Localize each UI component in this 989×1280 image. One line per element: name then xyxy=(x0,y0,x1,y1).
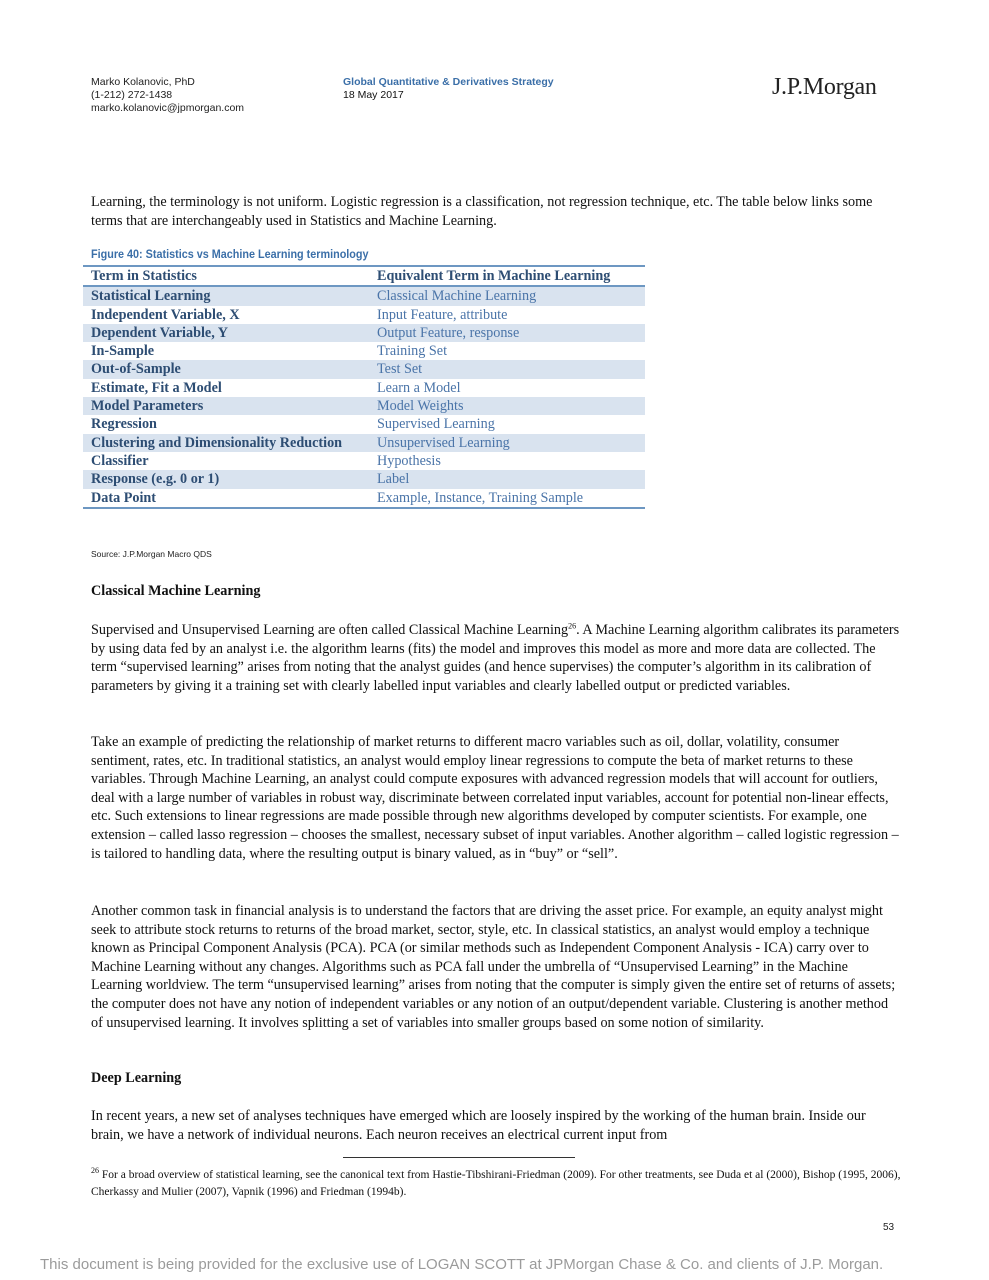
table-row xyxy=(83,342,645,360)
stat-term: Clustering and Dimensionality Reduction xyxy=(83,434,369,452)
footnote-reference[interactable]: 26 xyxy=(568,621,577,631)
report-date: 18 May 2017 xyxy=(343,89,404,101)
author-email[interactable]: marko.kolanovic@jpmorgan.com xyxy=(91,102,245,114)
paragraph-market-returns-example: Take an example of predicting the relationship of market returns to different macro variables such as oil, dollar, volatility, consumer sentiment, rates, etc. In traditional statistics, an analyst would employ linear regressions to compute the beta of market returns to these variables. Through Machine Learning, an analyst could compute exposures with advanced regression models that will account for outliers, deal with a large number of variables in robust way, discriminate between correlated input variables, account for potential non-linear effects, etc. Such extensions to linear regressions are made possible through new algorithms developed by computer scientists. For example, one extension – called lasso regression – chooses the smallest, necessary subset of input variables. Another algorithm – called logistic regression – is tailored to handling data, where the resulting output is binary valued, as in “buy” or “sell”. xyxy=(91,734,899,862)
usage-disclaimer: This document is being provided for the exclusive use of LOGAN SCOTT at JPMorgan Chase & Co. and clients of J.P. Morgan. xyxy=(40,1256,884,1273)
stat-term: Classifier xyxy=(91,452,149,469)
terminology-table xyxy=(83,265,645,509)
ml-term: Training Set xyxy=(377,343,448,360)
ml-term: Test Set xyxy=(369,360,645,378)
table-row xyxy=(83,452,645,470)
author-block xyxy=(91,76,244,115)
table-row xyxy=(83,306,645,324)
paragraph-factor-analysis: Another common task in financial analysis is to understand the factors that are driving the asset price. For example, an equity analyst might seek to attribute stock returns to returns of the broad market, sector, style, etc. In classical statistics, an analyst would employ a technique known as Principal Component Analysis (PCA). PCA (or similar methods such as Independent Component Analysis - ICA) carry over to Machine Learning without any changes. Algorithms such as PCA fall under the umbrella of “Unsupervised Learning” in the Machine Learning worldview. The term “unsupervised learning” arises from noting that the computer is simply given the entire set of returns of assets; the computer does not have any notion of independent variables or any notion of an output/dependent variable. Clustering is another method of unsupervised learning. It involves splitting a set of variables into smaller groups based on some notion of similarity. xyxy=(91,903,896,1031)
footnote-number: 26 xyxy=(91,1166,99,1176)
header-machine-learning: Equivalent Term in Machine Learning xyxy=(369,266,645,286)
table-row xyxy=(83,470,645,488)
jpmorgan-logo: J.P.Morgan xyxy=(772,74,877,100)
page-number: 53 xyxy=(883,1222,895,1233)
footnote-divider xyxy=(343,1157,575,1158)
ml-term: Input Feature, attribute xyxy=(377,306,508,323)
ml-term: Unsupervised Learning xyxy=(369,434,645,452)
ml-term: Classical Machine Learning xyxy=(369,286,645,305)
table-row xyxy=(83,360,645,378)
ml-term: Supervised Learning xyxy=(377,416,495,433)
author-name: Marko Kolanovic, PhD xyxy=(91,76,195,88)
paragraph-deep-learning: In recent years, a new set of analyses techniques have emerged which are loosely inspired by the working of the human brain. Inside our brain, we have a network of individual neurons. Each neuron receives an electrical current input from xyxy=(91,1108,866,1143)
table-row xyxy=(83,489,645,508)
header-statistics: Term in Statistics xyxy=(83,266,369,286)
stat-term: Model Parameters xyxy=(83,397,369,415)
author-phone: (1-212) 272-1438 xyxy=(91,89,173,101)
stat-term: In-Sample xyxy=(91,343,155,360)
intro-paragraph: Learning, the terminology is not uniform. Logistic regression is a classification, not regression technique, etc. The table below links some terms that are interchangeably used in Statistics and Machine Learning. xyxy=(91,194,873,229)
stat-term: Estimate, Fit a Model xyxy=(91,379,222,396)
ml-term: Output Feature, response xyxy=(369,324,645,342)
ml-term: Example, Instance, Training Sample xyxy=(369,489,645,508)
stat-term: Response (e.g. 0 or 1) xyxy=(83,470,369,488)
figure-source: Source: J.P.Morgan Macro QDS xyxy=(91,549,212,559)
table-row xyxy=(83,415,645,433)
report-meta xyxy=(343,76,554,102)
footnote xyxy=(91,1167,901,1200)
ml-term: Learn a Model xyxy=(377,379,461,396)
paragraph-text: . A Machine Learning algorithm calibrates its parameters by using data fed by an analyst i.e. the algorithm learns (fits) the model and improves this model as more and more data are collected. The term “supervised learning” arises from noting that the analyst guides (and hence supervises) the computer’s algorithm in its calibration of parameters by giving it a training set with clearly labelled input variables and clearly labelled output or predicted variables. xyxy=(91,622,900,694)
paragraph-supervised-unsupervised xyxy=(91,621,901,695)
table-header-row xyxy=(83,266,645,286)
table-row xyxy=(83,434,645,452)
ml-term: Label xyxy=(369,470,645,488)
table-row xyxy=(83,379,645,397)
ml-term: Model Weights xyxy=(369,397,645,415)
strategy-name: Global Quantitative & Derivatives Strategy xyxy=(343,76,554,88)
ml-term: Hypothesis xyxy=(377,452,441,469)
paragraph-text: Supervised and Unsupervised Learning are often called Classical Machine Learning xyxy=(91,622,569,638)
table-row xyxy=(83,397,645,415)
section-heading-deep-learning: Deep Learning xyxy=(91,1070,182,1086)
stat-term: Out-of-Sample xyxy=(83,360,369,378)
table-row xyxy=(83,324,645,342)
stat-term: Dependent Variable, Y xyxy=(83,324,369,342)
table-row xyxy=(83,286,645,305)
stat-term: Regression xyxy=(91,416,157,433)
stat-term: Statistical Learning xyxy=(83,286,369,305)
footnote-text: For a broad overview of statistical learning, see the canonical text from Hastie-Tibshirani-Friedman (2009). For other treatments, see Duda et al (2000), Bishop (1995, 2006), Cherkassy and Mulier (2007), Vapnik (1996) and Friedman (1994b). xyxy=(91,1169,901,1198)
figure-title: Figure 40: Statistics vs Machine Learning terminology xyxy=(91,249,369,261)
section-heading-classical-ml: Classical Machine Learning xyxy=(91,583,261,599)
stat-term: Independent Variable, X xyxy=(91,306,240,323)
stat-term: Data Point xyxy=(83,489,369,508)
